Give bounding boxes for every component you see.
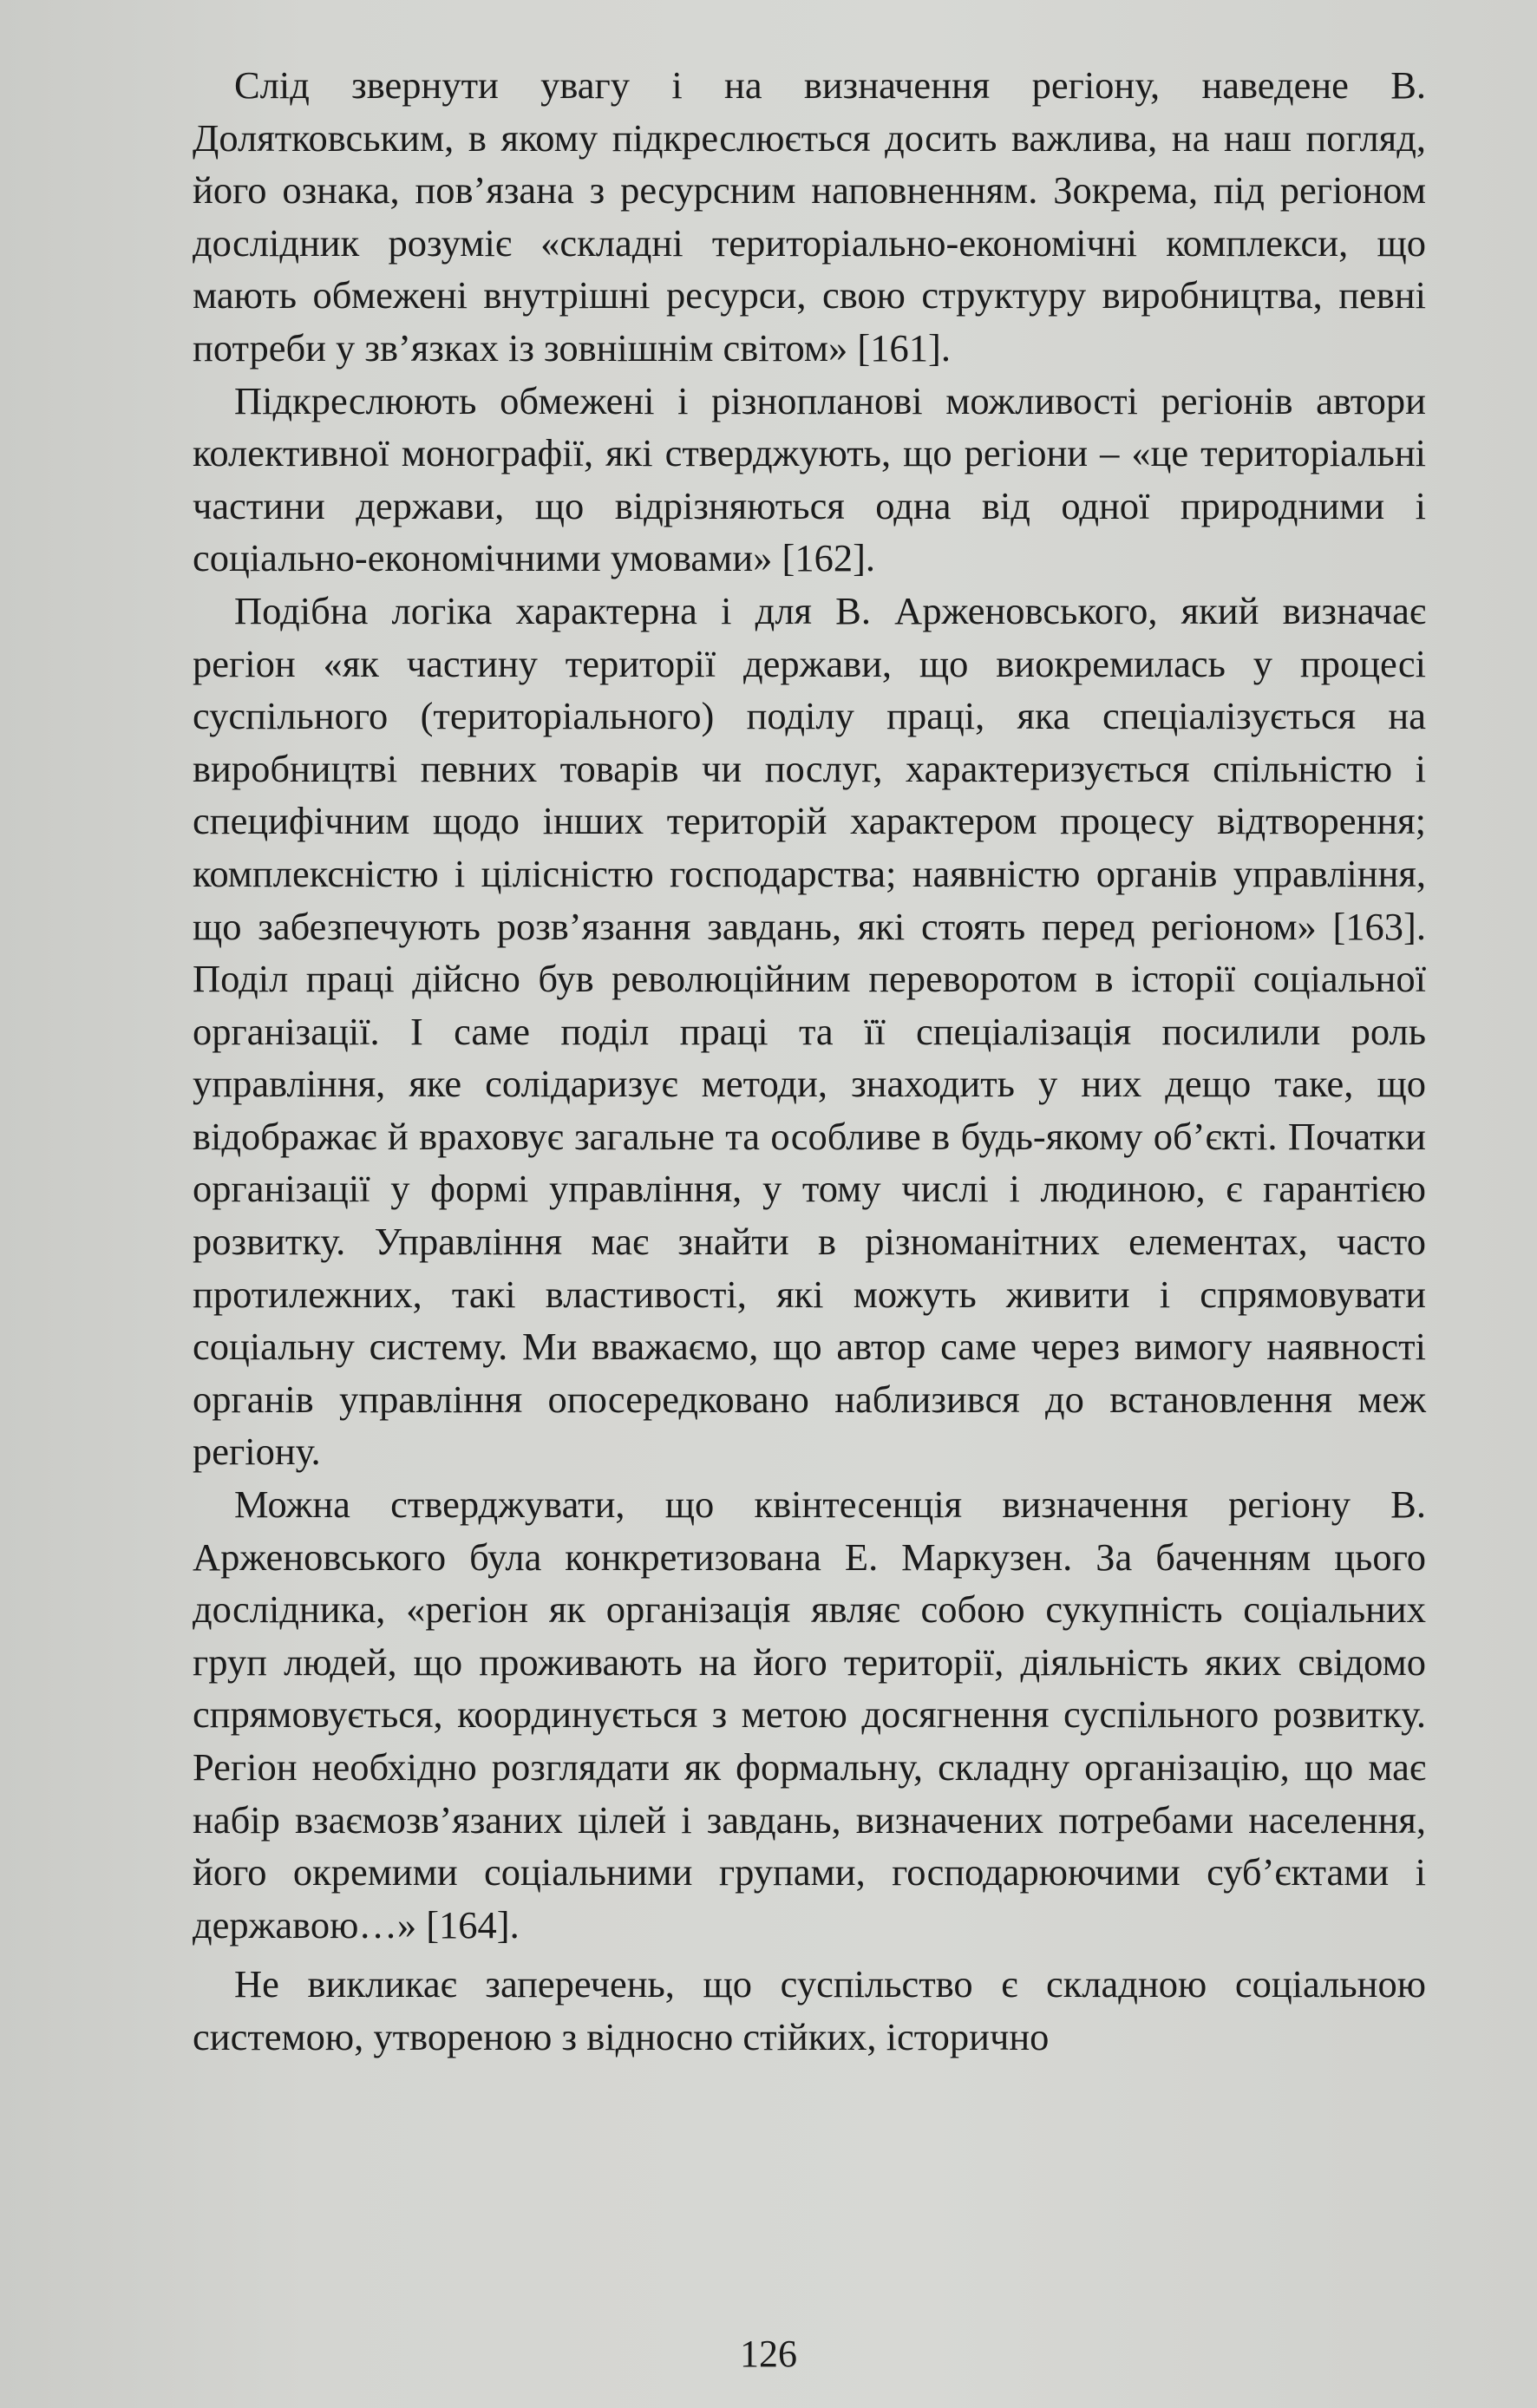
paragraph-1: Слід звернути увагу і на визначення регіону, наведене В. Долятковським, в якому підкреслюється досить важлива, на наш погляд, його ознака, пов’язана з ресурсним наповненням. Зокрема, під регіоном дослідник розуміє «складні територіально-економічні комплекси, що мають обмежені внутрішні ресурси, свою структуру виробництва, певні потреби у зв’язках із зовнішнім світом» [161]. bbox=[193, 63, 1426, 370]
paragraph-3: Подібна логіка характерна і для В. Арженовського, який визначає регіон «як частину території держави, що виокремилась у процесі суспільного (територіального) поділу праці, яка спеціалізується на виробництві певних товарів чи послуг, характеризується спільністю і специфічним щодо інших територій характером процесу відтворення; комплексністю і цілісністю господарства; наявністю органів управління, що забезпечують розв’язання завдань, які стоять перед регіоном» [163]. Поділ праці дійсно був революційним переворотом в історії соціальної організації. І саме поділ праці та її спеціалізація посилили роль управління, яке солідаризує методи, знаходить у них дещо таке, що відображає й враховує загальне та особливе в будь-якому об’єкті. Початки організації у формі управління, у тому числі і людиною, є гарантією розвитку. Управління має знайти в різноманітних елементах, часто протилежних, такі властивості, які можуть живити і спрямовувати соціальну систему. Ми вважаємо, що автор саме через вимогу наявності органів управління опосередковано наблизився до встановлення меж регіону. bbox=[193, 588, 1426, 1474]
paragraph-5: Не викликає заперечень, що суспільство є складною соціальною системою, утвореною з відносно стійких, історично bbox=[193, 1962, 1426, 2058]
page-number: 126 bbox=[740, 2333, 797, 2375]
paragraph-2: Підкреслюють обмежені і різнопланові можливості регіонів автори колективної монографії, які стверджують, що регіони – «це територіальні частини держави, що відрізняються одна від одної природними і соціально-економічними умовами» [162]. bbox=[193, 378, 1426, 580]
paragraph-4: Можна стверджувати, що квінтесенція визначення регіону В. Арженовського була конкретизована Е. Маркузен. За баченням цього дослідника, «регіон як організація являє собою сукупність соціальних груп людей, що проживають на його території, діяльність яких свідомо спрямовується, координується з метою досягнення суспільного розвитку. Регіон необхідно розглядати як формальну, складну організацію, що має набір взаємозв’язаних цілей і завдань, визначених потребами населення, його окремими соціальними групами, господарюючими суб’єктами і державою…» [164]. bbox=[193, 1482, 1426, 1947]
body-text bbox=[193, 59, 1426, 2064]
